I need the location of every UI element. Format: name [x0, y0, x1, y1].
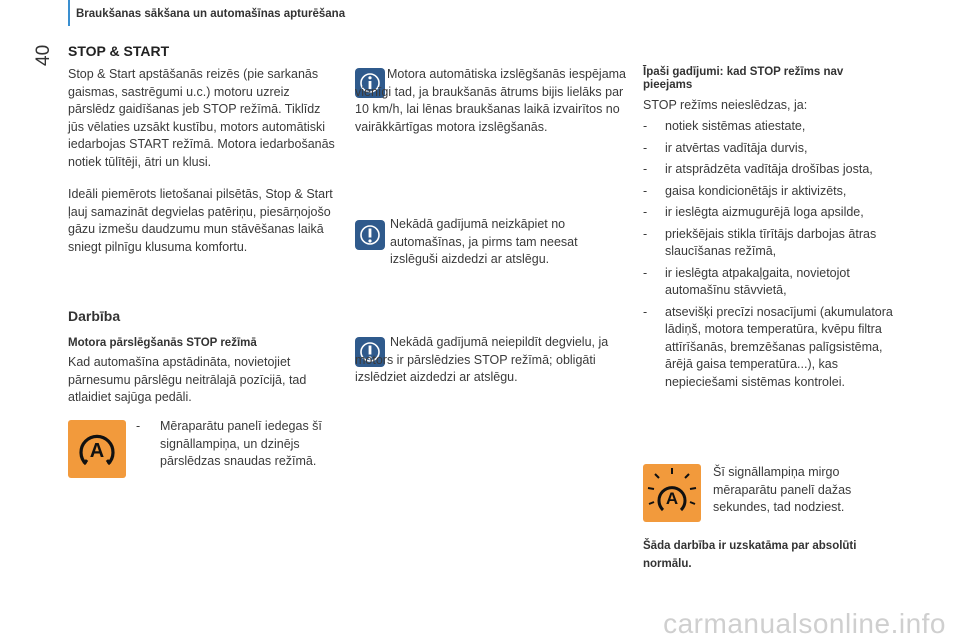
special-cases-lead: STOP režīms neieslēdzas, ja:: [643, 98, 808, 112]
list-item: - priekšējais stikla tīrītājs darbojas ātras slaucīšanas režīmā,: [643, 226, 908, 261]
warning-note-2: Nekādā gadījumā neiepildīt degvielu, ja motors ir pārslēdzies STOP režīmā; obligāti izslēdziet aizdedzi ar atslēgu.: [355, 335, 609, 384]
svg-text:A: A: [665, 489, 679, 508]
watermark: carmanualsonline.info: [663, 608, 946, 639]
section-title-operation: Darbība: [68, 308, 121, 324]
blink-lamp-description: Šī signāllampiņa mirgo mēraparātu panelī dažas sekundes, tad nodziest.: [713, 465, 852, 514]
warning-icon: [355, 220, 385, 250]
chapter-title: Braukšanas sākšana un automašīnas apturēšana: [76, 8, 346, 20]
info-note: Motora automātiska izslēgšanās iespējama vienīgi tad, ja braukšanās ātrums bijis lielāks par 10 km/h, lai lēnas braukšanas laikā izvairītos no vairākkārtīgas motora izslēgšanās.: [355, 67, 627, 134]
svg-text:A: A: [89, 440, 105, 462]
page-number: 40: [33, 44, 54, 66]
auto-stop-blink-lamp-icon: [643, 464, 701, 522]
subsection-title: Motora pārslēgšanās STOP režīmā: [68, 337, 257, 349]
intro-paragraph-1: Stop & Start apstāšanās reizēs (pie sarkanās gaismas, sastrēgumi u.c.) motoru uzreiz pārslēdz gaidīšanas jeb STOP režīmā. Tiklīdz jūs vēlaties uzsākt kustību, motors automātiski iedarbojas START režīmā. Motora iedarbošanās notiek tūlītēji, ātri un klusi.: [68, 67, 335, 169]
closing-note: Šāda darbība ir uzskatāma par absolūti normālu.: [643, 540, 857, 570]
list-item: - notiek sistēmas atiestate,: [643, 118, 908, 136]
auto-stop-lamp-icon: [68, 420, 126, 478]
list-item: - ir ieslēgta aizmugurējā loga apsilde,: [643, 204, 908, 222]
list-item: - atsevišķi precīzi nosacījumi (akumulatora lādiņš, motora temperatūra, kvēpu filtra attīrīšanās, bremzēšanas palīgsistēma, ārējā gaisa temperatūra...), kas nepieciešami sistēmas kontrolei.: [643, 304, 908, 392]
list-item: - ir atsprādzēta vadītāja drošības josta,: [643, 161, 908, 179]
operation-paragraph: Kad automašīna apstādināta, novietojiet pārnesumu pārslēgu neitrālajā pozīcijā, tad atlaidiet sajūga pedāli.: [68, 355, 307, 404]
list-item: - ir ieslēgta atpakaļgaita, novietojot automašīnu stāvvietā,: [643, 265, 908, 300]
lamp-description: - Mēraparātu panelī iedegas šī signāllampiņa, un dzinējs pārslēdzas snaudas režīmā.: [136, 419, 322, 468]
list-item: - gaisa kondicionētājs ir aktivizēts,: [643, 183, 908, 201]
warning-note-1: Nekādā gadījumā neizkāpiet no automašīnas, ja pirms tam neesat izslēguši aizdedzi ar atslēgu.: [390, 217, 578, 266]
special-cases-list: [643, 118, 908, 395]
special-cases-title: Īpaši gadījumi: kad STOP režīms nav pieejams: [643, 66, 844, 91]
list-item: - ir atvērtas vadītāja durvis,: [643, 140, 908, 158]
section-title-stop-start: STOP & START: [68, 43, 170, 59]
header-rule: [68, 0, 70, 26]
lamp-description-text: Mēraparātu panelī iedegas šī signāllampiņa, un dzinējs pārslēdzas snaudas režīmā.: [160, 419, 322, 468]
intro-paragraph-2: Ideāli piemērots lietošanai pilsētās, Stop & Start ļauj samazināt degvielas patēriņu, piesārņojošo gāzu izmešu daudzumu mun stāvēšanas laikā sniegt pilnīgu klusuma komfortu.: [68, 187, 333, 254]
